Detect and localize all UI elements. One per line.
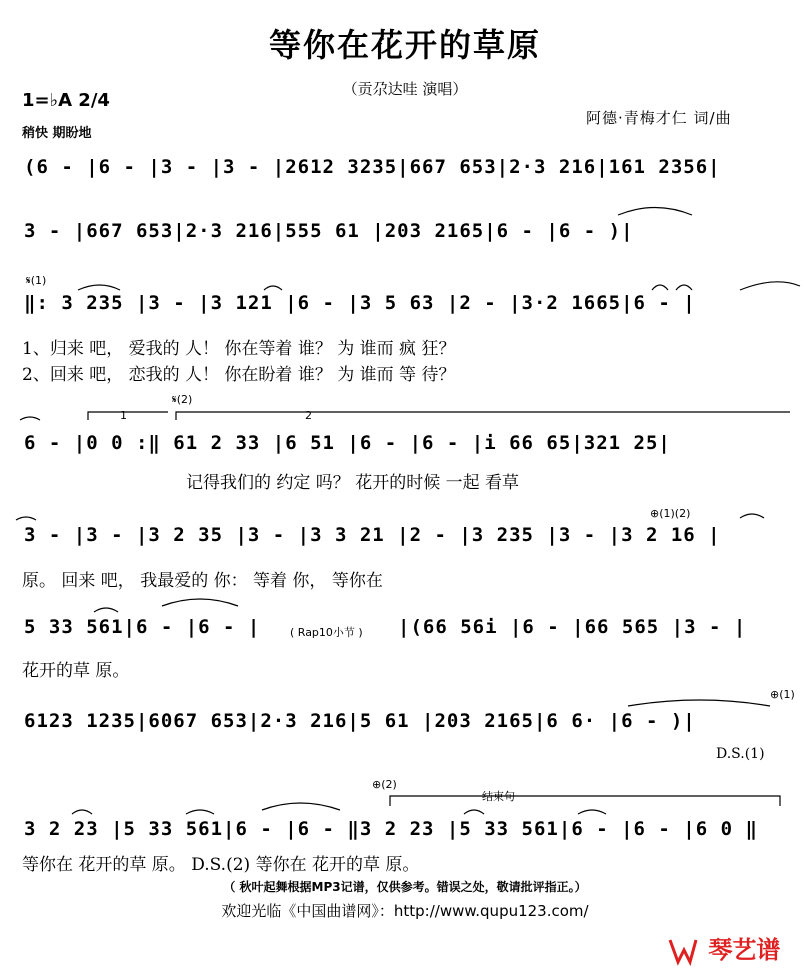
notation-row-6b: |(66 56i |6 - |66 565 |3 - | [398, 616, 747, 638]
tie-row-8d [464, 810, 484, 814]
tie-row-3c [652, 285, 668, 290]
tie-row-3b [264, 286, 282, 290]
key-signature: 1=♭A 2/4 [22, 90, 110, 111]
tie-row-3a [78, 285, 120, 290]
notation-row-5: 3 - |3 - |3 2 35 |3 - |3 3 21 |2 - |3 235 |3 - |3 2 16 | [24, 524, 721, 546]
lyric-row-8: 等你在 花开的草 原。 D.S.(2) 等你在 花开的草 原。 [22, 855, 420, 875]
lyric-row-5: 原。 回来 吧， 我最爱的 你： 等着 你， 等你在 [22, 571, 383, 591]
ending-bracket [390, 796, 780, 806]
tie-row-8e [578, 810, 606, 814]
logo-text: 琴艺谱 [708, 936, 781, 964]
singer-credit: （贡尕达哇 演唱） [342, 80, 468, 98]
tie-row-5a [16, 517, 36, 520]
tie-row-4 [20, 417, 40, 420]
volta-2-bracket [176, 412, 790, 420]
tie-row-3d [676, 285, 692, 290]
notation-row-6: 5 33 561|6 - |6 - | [24, 616, 261, 638]
tie-row-7 [628, 700, 770, 706]
composer-credit: 阿德·青梅才仁 词/曲 [586, 109, 732, 127]
site-welcome: 欢迎光临《中国曲谱网》：http://www.qupu123.com/ [221, 902, 589, 920]
tie-row-8b [186, 810, 214, 814]
volta-1-bracket [88, 412, 168, 420]
tie-row-6a [94, 608, 118, 612]
notation-row-4: 6 - |0 0 :‖ 61 2 33 |6 51 |6 - |6 - |i 66 65|321 25| [24, 432, 671, 454]
tie-row-3e [740, 282, 800, 290]
transcription-note: （ 秋叶起舞根据MP3记谱，仅供参考。错误之处，敬请批评指正。） [223, 880, 587, 894]
lyric-row-3-verse-1: 1、归来 吧， 爱我的 人！ 你在等着 谁？ 为 谁而 疯 狂？ [22, 339, 456, 359]
tie-row-8a [72, 810, 92, 814]
segno-marker-1: 𝄋(1) [26, 274, 47, 287]
rap-instruction: ( Rap10小节 ) [290, 626, 363, 639]
page-title: 等你在花开的草原 [268, 26, 541, 64]
tempo-marking: 稍快 期盼地 [22, 126, 92, 141]
tie-row-2 [618, 208, 692, 216]
notation-row-1: (6 - |6 - |3 - |3 - |2612 3235|667 653|2·3 216|161 2356| [24, 156, 721, 178]
tie-row-5b [740, 514, 764, 518]
ds-marker-1: D.S.(1) [716, 746, 765, 762]
ending-label: 结束句 [482, 790, 515, 803]
coda-marker-row-7: ⊕(1) [770, 688, 795, 701]
coda-marker-1: ⊕(1)(2) [650, 507, 691, 520]
volta-2-label: 2 [305, 409, 312, 422]
coda-marker-2: ⊕(2) [372, 778, 397, 791]
lyric-row-6: 花开的草 原。 [22, 661, 130, 681]
tie-row-6b [162, 599, 238, 606]
tie-row-8c [262, 803, 340, 810]
notation-row-2: 3 - |667 653|2·3 216|555 61 |203 2165|6 - |6 - )| [24, 220, 634, 242]
volta-1-label: 1 [120, 409, 127, 422]
notation-row-7: 6123 1235|6067 653|2·3 216|5 61 |203 2165|6 6· |6 - )| [24, 710, 696, 732]
lyric-row-3-verse-2: 2、回来 吧， 恋我的 人！ 你在盼着 谁？ 为 谁而 等 待？ [22, 365, 456, 385]
segno-marker-2: 𝄋(2) [172, 393, 193, 406]
notation-row-8: 3 2 23 |5 33 561|6 - |6 - ‖3 2 23 |5 33 561|6 - |6 - |6 0 ‖ [24, 818, 758, 840]
notation-row-3: ‖: 3 235 |3 - |3 121 |6 - |3 5 63 |2 - |3·2 1665|6 - | [24, 292, 696, 314]
lyric-row-4: 记得我们的 约定 吗？ 花开的时候 一起 看草 [186, 473, 520, 493]
